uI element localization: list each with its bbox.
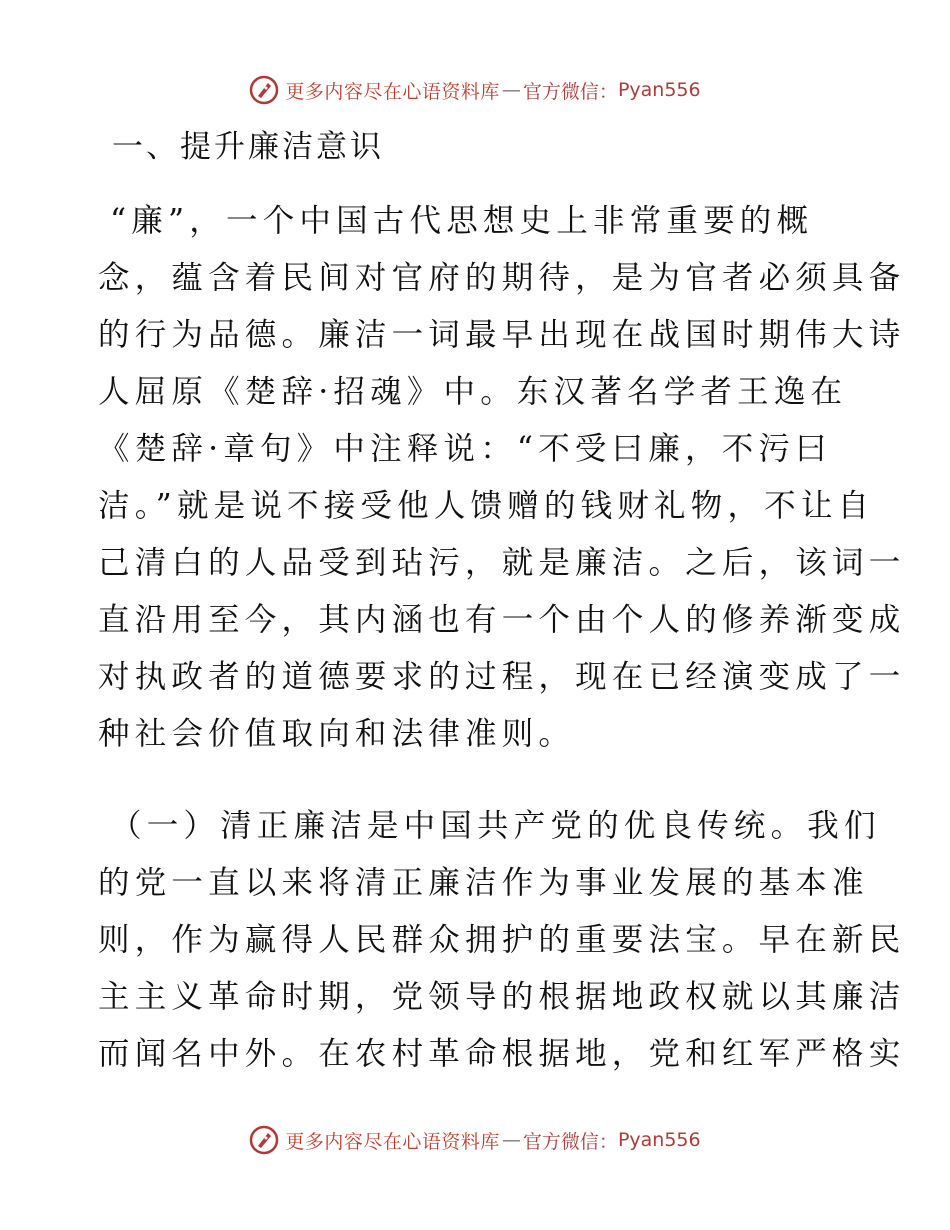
header-watermark [0,70,950,110]
footer-watermark [0,1120,950,1160]
paragraph-line: 主主义革命时期，党领导的根据地政权就以其廉洁 [98,979,906,1015]
paragraph-line: 己清白的人品受到玷污，就是廉洁。之后，该词一 [98,545,906,581]
pen-nib-logo-icon [249,1125,279,1155]
paragraph-line: 人屈原《楚辞·招魂》中。东汉著名学者王逸在 [98,374,848,410]
watermark-dash: — [501,1129,521,1151]
paragraph-line: 《楚辞·章句》中注释说：“不受曰廉，不污曰 [98,431,832,467]
watermark-main-text: 更多内容尽在心语资料库 [285,80,500,103]
watermark-wechat-id: Pyan556 [617,79,701,101]
watermark-sub-text: 官方微信： [522,1130,618,1153]
paragraph-line: （一）清正廉洁是中国共产党的优良传统。我们 [110,808,881,844]
watermark-sub-text: 官方微信： [522,80,618,103]
paragraph-line: 对执政者的道德要求的过程，现在已经演变成了一 [98,659,906,695]
watermark-main-text: 更多内容尽在心语资料库 [285,1130,500,1153]
paragraph-line: 直沿用至今，其内涵也有一个由个人的修养渐变成 [98,602,906,638]
paragraph-line: 种社会价值取向和法律准则。 [98,716,576,752]
paragraph-line: 的党一直以来将清正廉洁作为事业发展的基本准 [98,865,869,901]
paragraph-1 [98,193,906,763]
paragraph-line: 则，作为赢得人民群众拥护的重要法宝。早在新民 [98,922,906,958]
paragraph-line: 的行为品德。廉洁一词最早出现在战国时期伟大诗 [98,317,906,353]
pen-nib-logo-icon [249,75,279,105]
paragraph-2 [98,798,906,1083]
section-heading: 一、提升廉洁意识 [112,129,384,165]
watermark-wechat-id: Pyan556 [617,1129,701,1151]
paragraph-line: “廉”，一个中国古代思想史上非常重要的概 [110,203,814,239]
watermark-dash: — [501,79,521,101]
paragraph-line: 而闻名中外。在农村革命根据地，党和红军严格实 [98,1036,906,1072]
paragraph-line: 念，蕴含着民间对官府的期待，是为官者必须具备 [98,260,906,296]
paragraph-line: 洁。”就是说不接受他人馈赠的钱财礼物，不让自 [98,488,875,524]
